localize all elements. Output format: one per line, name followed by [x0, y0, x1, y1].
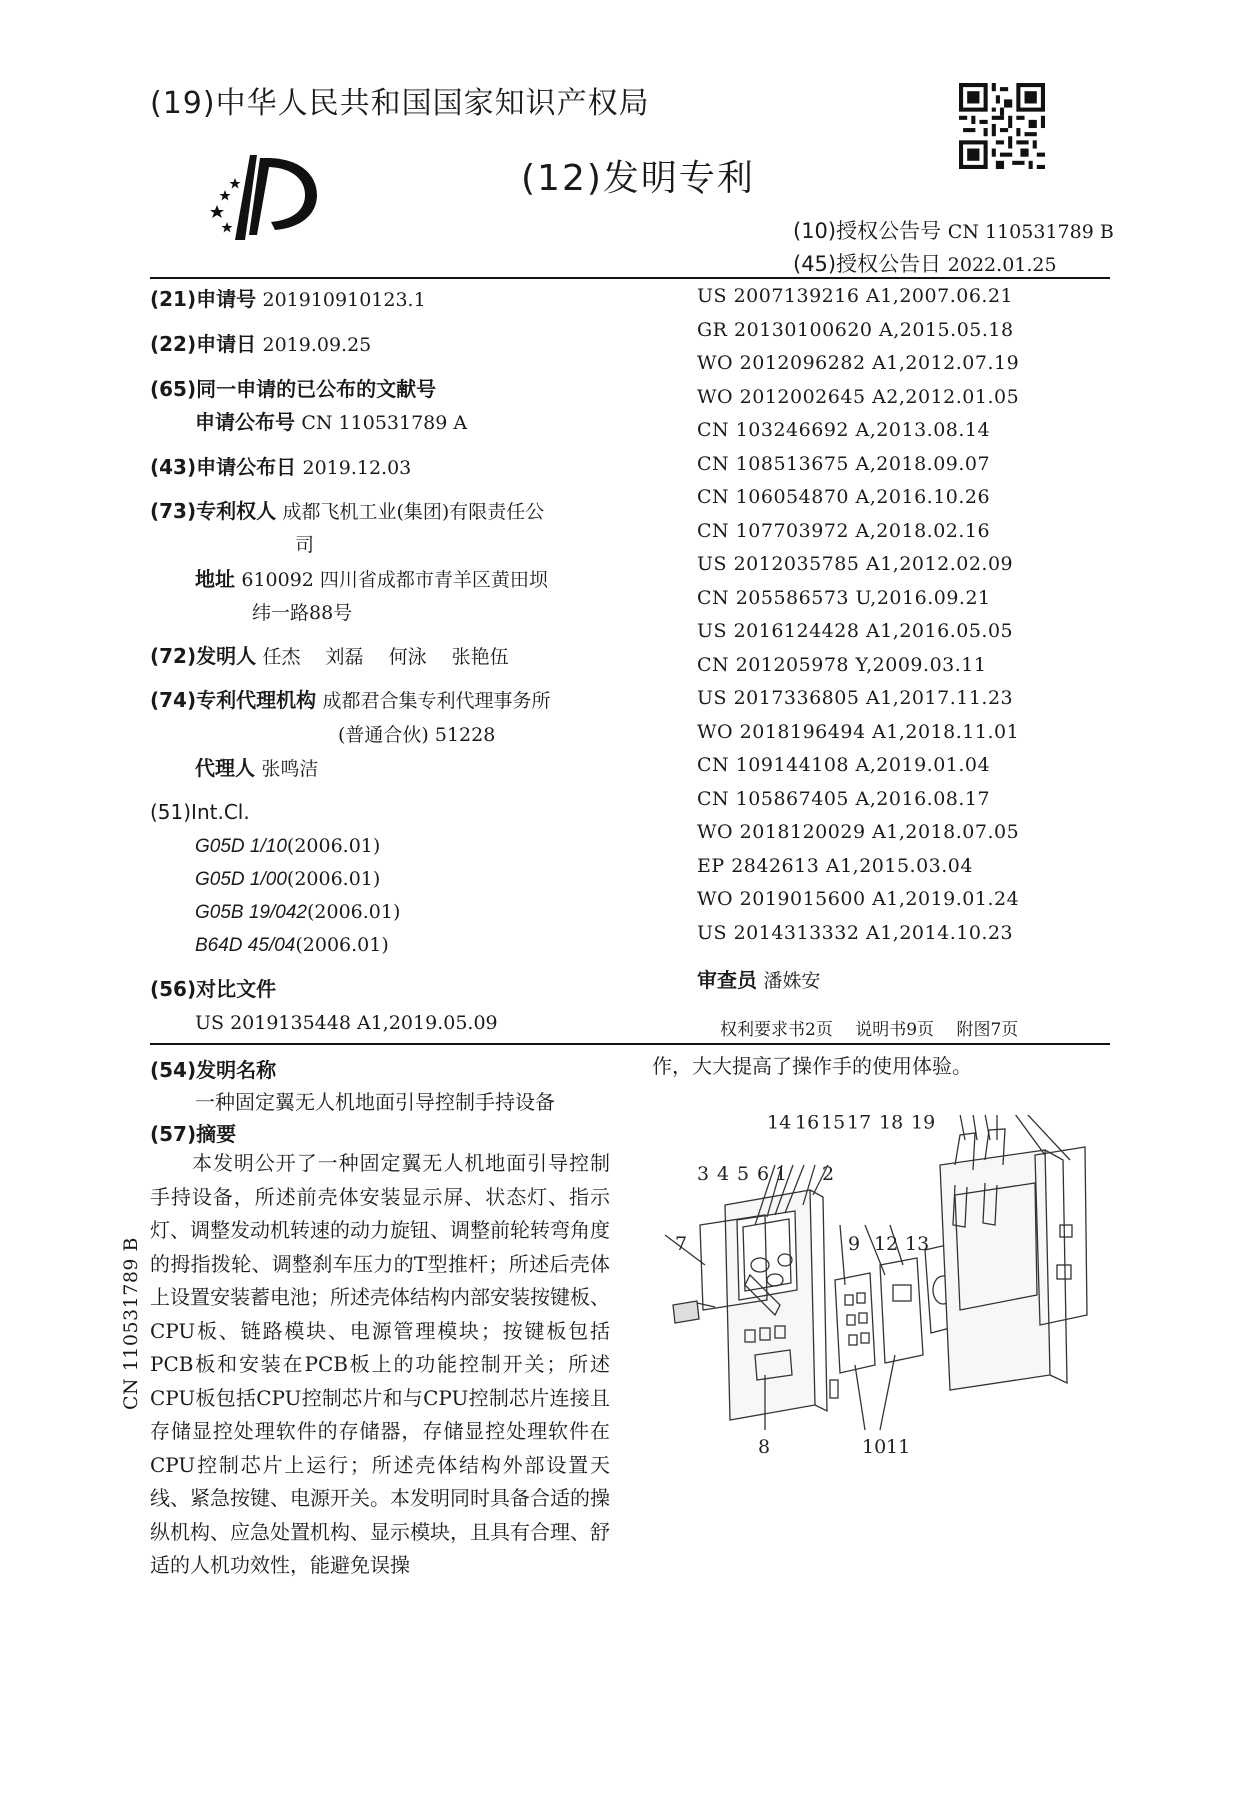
- figure-label: 18: [879, 1115, 904, 1134]
- reference-value: US 2019135448 A1,2019.05.09: [195, 1012, 498, 1034]
- office-name: (19)中华人民共和国国家知识产权局: [150, 86, 650, 121]
- patent-agency: [150, 686, 551, 715]
- ipc-code: G05D 1/00: [195, 869, 287, 890]
- ipc-code: B64D 45/04: [195, 935, 296, 956]
- citation-entry: CN 105867405 A,2016.08.17: [697, 787, 991, 810]
- abstract-paragraph: 本发明公开了一种固定翼无人机地面引导控制手持设备，所述前壳体安装显示屏、状态灯、指示灯、调整发动机转速的动力旋钮、调整前轮转弯角度的拇指拨轮、调整刹车压力的T型推杆；所述后壳体上设置安装蓄电池；所述壳体结构内部安装按键板、CPU板、链路模块、电源管理模块；按键板包括PCB板和安装在PCB板上的功能控制开关；所述CPU板包括CPU控制芯片和与CPU控制芯片连接且存储显控处理软件的存储器，存储显控处理软件在CPU控制芯片上运行；所述壳体结构外部设置天线、紧急按键、电源开关。本发明同时具备合适的操纵机构、应急处置机构、显示模块，且具有合理、舒适的人机功效性，能避免误操: [150, 1151, 610, 1577]
- figure-label: 10: [862, 1436, 887, 1458]
- patentee-value-cont: 司: [295, 534, 315, 556]
- publication-date-label: (45)授权公告日: [793, 252, 942, 276]
- address-continued: [252, 598, 352, 627]
- examiner-label: 审查员: [697, 968, 757, 992]
- inventors: [150, 642, 509, 671]
- ipc-version: (2006.01): [286, 868, 381, 890]
- citation-entry: WO 2018120029 A1,2018.07.05: [697, 821, 1020, 843]
- citation-entry: CN 205586573 U,2016.09.21: [697, 586, 991, 609]
- ipc-entry: [195, 831, 380, 861]
- header-divider: [150, 277, 1110, 279]
- inventors-label: (72)发明人: [150, 644, 257, 668]
- patent-office-logo: [205, 150, 330, 245]
- ipc-heading: [150, 798, 250, 826]
- ipc-entry: [195, 930, 389, 960]
- figure-label: 5: [737, 1163, 750, 1185]
- agent: [195, 754, 318, 783]
- application-number: [150, 285, 426, 314]
- figure-label: 4: [717, 1163, 730, 1185]
- application-date: [150, 330, 371, 359]
- figure-label: 13: [905, 1233, 930, 1255]
- ipc-code: G05D 1/10: [195, 836, 287, 857]
- figure-label: 16: [795, 1115, 820, 1134]
- figure-label: 3: [697, 1163, 710, 1185]
- prior-publication-heading: [150, 375, 436, 403]
- citation-entry: CN 201205978 Y,2009.03.11: [697, 653, 987, 676]
- agent-value: 张鸣洁: [261, 758, 319, 780]
- ipc-entry: [195, 864, 380, 894]
- patentee: [150, 497, 544, 526]
- ipc-version: (2006.01): [306, 901, 401, 923]
- figure-label: 2: [822, 1163, 835, 1185]
- citation-entry: WO 2018196494 A1,2018.11.01: [697, 720, 1020, 743]
- application-date-label: (22)申请日: [150, 332, 257, 356]
- citation-entry: CN 109144108 A,2019.01.04: [697, 754, 991, 776]
- ipc-code: G05B 19/042: [195, 902, 307, 923]
- prior-publication-value: CN 110531789 A: [301, 412, 468, 434]
- figure-label: 8: [758, 1436, 771, 1458]
- exploded-view-drawing: [655, 1115, 1095, 1475]
- publication-date-value: 2022.01.25: [947, 254, 1057, 276]
- references-heading: [150, 975, 276, 1003]
- address-value: 610092 四川省成都市青羊区黄田坝: [241, 569, 548, 591]
- citation-entry: CN 107703972 A,2018.02.16: [697, 519, 991, 542]
- prior-publication-date-label: (43)申请公布日: [150, 455, 297, 479]
- abstract-heading: [150, 1118, 236, 1147]
- citation-entry: US 2012035785 A1,2012.02.09: [697, 553, 1014, 575]
- section-divider: [150, 1043, 1110, 1045]
- address-label: 地址: [195, 567, 235, 591]
- patent-type-title: (12)发明专利: [521, 158, 755, 199]
- publication-number-value: CN 110531789 B: [947, 221, 1114, 243]
- reference-entry: [195, 1008, 498, 1037]
- citation-entry: GR 20130100620 A,2015.05.18: [697, 318, 1014, 341]
- application-date-value: 2019.09.25: [262, 334, 372, 356]
- abstract-continuation: 作，大大提高了操作手的使用体验。: [652, 1054, 972, 1078]
- examiner-value: 潘姝安: [763, 970, 821, 992]
- ipc-label: (51)Int.Cl.: [150, 800, 250, 824]
- address: [195, 565, 548, 594]
- citation-entry: CN 106054870 A,2016.10.26: [697, 486, 991, 508]
- prior-publication-label: (65)同一申请的已公布的文献号: [150, 377, 437, 401]
- figure-label: 6: [757, 1163, 770, 1185]
- agency-label: (74)专利代理机构: [150, 688, 317, 712]
- references-label: (56)对比文件: [150, 977, 277, 1001]
- figure-label: 17: [847, 1115, 872, 1134]
- citation-entry: WO 2012002645 A2,2012.01.05: [697, 385, 1020, 408]
- page-counts: 权利要求书2页 说明书9页 附图7页: [720, 1020, 1019, 1040]
- prior-publication-number: [195, 408, 467, 437]
- publication-number: [793, 215, 1114, 245]
- citation-entry: US 2014313332 A1,2014.10.23: [697, 921, 1014, 944]
- citation-entry: WO 2019015600 A1,2019.01.24: [697, 888, 1020, 910]
- figure-label: 1: [775, 1163, 788, 1185]
- citation-entry: US 2017336805 A1,2017.11.23: [697, 687, 1014, 709]
- prior-publication-sub-label: 申请公布号: [195, 410, 295, 434]
- application-number-label: (21)申请号: [150, 287, 257, 311]
- figure-label: 11: [886, 1436, 911, 1458]
- application-number-value: 201910910123.1: [262, 289, 426, 311]
- citation-entry: EP 2842613 A1,2015.03.04: [697, 854, 973, 877]
- invention-title: 一种固定翼无人机地面引导控制手持设备: [195, 1090, 555, 1114]
- ipc-version: (2006.01): [286, 835, 381, 857]
- agent-label: 代理人: [195, 756, 255, 780]
- citation-entry: CN 103246692 A,2013.08.14: [697, 419, 991, 441]
- invention-title-heading: [150, 1054, 276, 1083]
- figure-label: 9: [848, 1233, 861, 1255]
- examiner: [697, 964, 820, 993]
- citation-entry: US 2016124428 A1,2016.05.05: [697, 620, 1014, 642]
- figure-label: 15: [821, 1115, 846, 1134]
- side-publication-number: CN 110531789 B: [120, 1237, 142, 1410]
- patentee-label: (73)专利权人: [150, 499, 277, 523]
- inventors-value: 任杰 刘磊 何泳 张艳伍: [262, 646, 509, 668]
- prior-publication-date-value: 2019.12.03: [302, 457, 412, 479]
- publication-number-label: (10)授权公告号: [793, 219, 942, 243]
- patentee-value: 成都飞机工业(集团)有限责任公: [282, 501, 545, 523]
- qr-code: [959, 83, 1045, 169]
- abstract-body: [150, 1147, 610, 1583]
- ipc-version: (2006.01): [295, 934, 389, 956]
- citation-entry: CN 108513675 A,2018.09.07: [697, 452, 991, 475]
- figure-label: 14: [767, 1115, 792, 1134]
- patent-agency-continued: [338, 720, 495, 749]
- figure-label: 12: [874, 1233, 899, 1255]
- agency-value: 成都君合集专利代理事务所: [322, 690, 551, 712]
- figure-label: 7: [675, 1233, 688, 1255]
- agency-value-cont: (普通合伙) 51228: [338, 724, 496, 746]
- publication-date: [793, 248, 1057, 278]
- invention-title-label: (54)发明名称: [150, 1058, 277, 1082]
- prior-publication-date: [150, 453, 411, 482]
- figure-label: 19: [911, 1115, 936, 1134]
- ipc-entry: [195, 897, 400, 927]
- address-value-cont: 纬一路88号: [252, 602, 353, 624]
- citation-entry: US 2007139216 A1,2007.06.21: [697, 285, 1014, 307]
- citation-entry: WO 2012096282 A1,2012.07.19: [697, 352, 1020, 374]
- abstract-label: (57)摘要: [150, 1122, 237, 1146]
- patentee-continued: [295, 530, 314, 559]
